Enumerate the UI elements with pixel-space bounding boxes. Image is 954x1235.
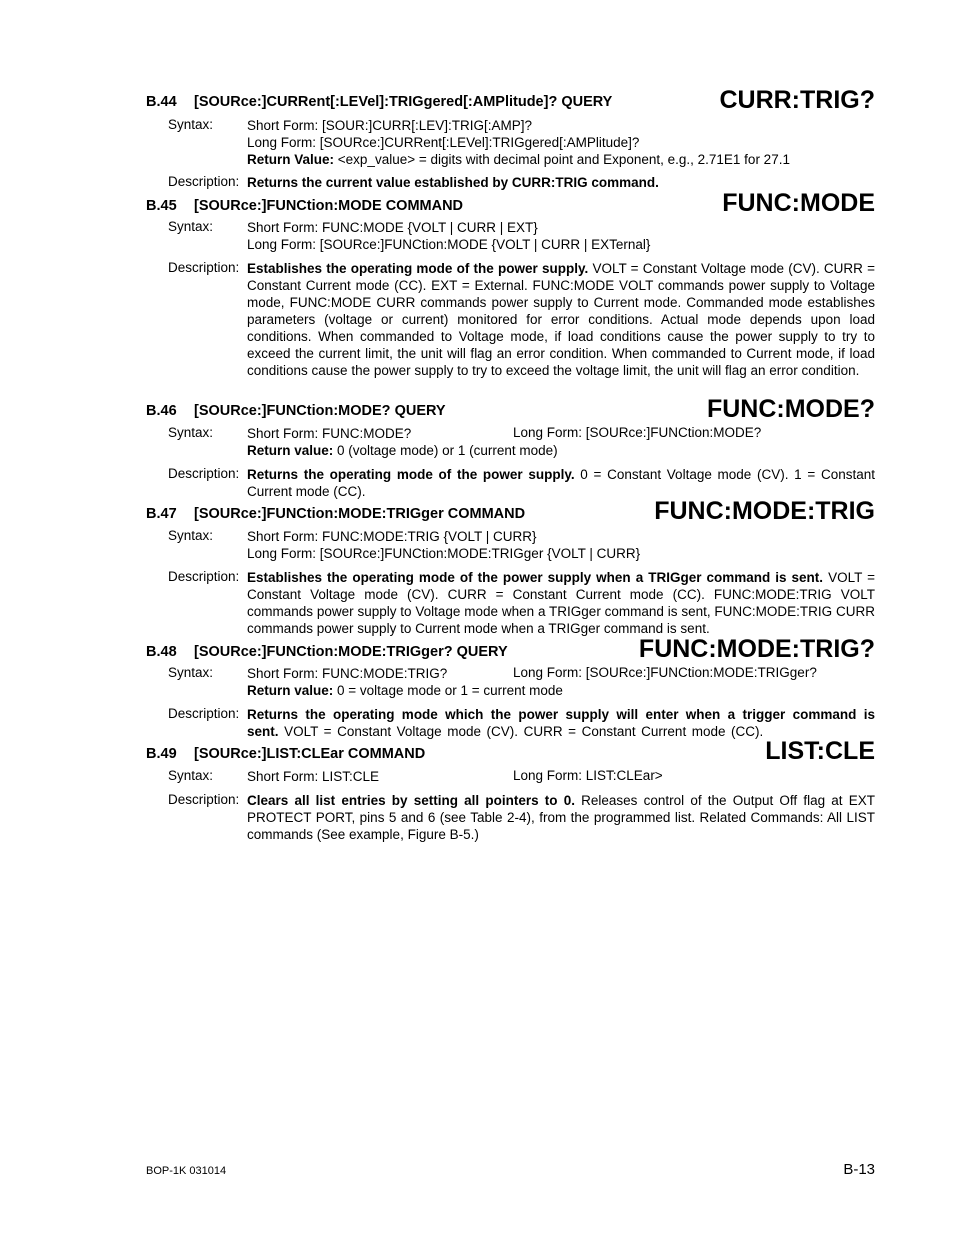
description: Returns the operating mode of the power supply. 0 = Constant Voltage mode (CV). 1 = Constant Current mode (CC). xyxy=(247,467,875,499)
return-value: Return value: 0 (voltage mode) or 1 (current mode) xyxy=(247,443,558,458)
section-b48-title: B.48 [SOURce:]FUNCtion:MODE:TRIGger? QUERY xyxy=(146,644,508,660)
long-form: Long Form: [SOURce:]FUNCtion:MODE? xyxy=(513,425,762,440)
long-form: Long Form: LIST:CLEar> xyxy=(513,768,663,783)
page-number: B-13 xyxy=(843,1161,875,1178)
long-form: Long Form: [SOURce:]FUNCtion:MODE:TRIGger {VOLT | CURR} xyxy=(247,546,641,561)
description: Establishes the operating mode of the power supply when a TRIGger command is sent. VOLT = Constant Voltage mode (CV). CURR = Constant Current mode (CC). FUNC:MODE:TRIG VOLT commands power supply to Voltage mode when a TRIGger command is sent, FUNC:MODE:TRIG CURR commands power supply to Current mode when a TRIGger command is sent. xyxy=(247,570,875,636)
short-form: Short Form: FUNC:MODE:TRIG? xyxy=(247,666,448,681)
short-form: Short Form: FUNC:MODE {VOLT | CURR | EXT} xyxy=(247,220,538,235)
long-form: Long Form: [SOURce:]FUNCtion:MODE:TRIGger? xyxy=(513,665,817,680)
description-label: Description: xyxy=(168,569,240,584)
syntax-label: Syntax: xyxy=(168,117,214,132)
description: Establishes the operating mode of the power supply. VOLT = Constant Voltage mode (CV). CURR = Constant Current mode (CC). EXT = External. FUNC:MODE VOLT commands power supply to Voltage mode, FUNC:MODE CURR commands power supply to Current mode. Commanded mode establishes parameters (voltage or current) monitored for error conditions. Actual mode depends upon load conditions. When commanded to Voltage mode, if load conditions cause the power supply to try to exceed the current limit, the unit will flag an error condition. When commanded to Current mode, if load conditions cause the power supply to try to exceed the voltage limit, the unit will flag an error condition. xyxy=(247,261,875,378)
syntax-label: Syntax: xyxy=(168,425,214,440)
section-b44-command: CURR:TRIG? xyxy=(719,86,875,114)
section-b46-command: FUNC:MODE? xyxy=(706,395,875,423)
section-b44-title: B.44 [SOURce:]CURRent[:LEVel]:TRIGgered[:AMPlitude]? QUERY xyxy=(146,94,613,110)
syntax-label: Syntax: xyxy=(168,665,214,680)
description-label: Description: xyxy=(168,260,240,275)
return-value: Return value: 0 = voltage mode or 1 = current mode xyxy=(247,683,563,698)
description: Clears all list entries by setting all pointers to 0. Releases control of the Output Off flag at EXT PROTECT PORT, pins 5 and 6 (see Table 2-4), from the programmed list. Related Commands: All LIST commands (See example, Figure B-5.) xyxy=(247,793,875,842)
syntax-label: Syntax: xyxy=(168,768,214,783)
section-b47-title: B.47 [SOURce:]FUNCtion:MODE:TRIGger COMMAND xyxy=(146,506,526,522)
long-form: Long Form: [SOURce:]FUNCtion:MODE {VOLT | CURR | EXTernal} xyxy=(247,237,651,252)
section-b46-title: B.46 [SOURce:]FUNCtion:MODE? QUERY xyxy=(146,403,446,419)
syntax-label: Syntax: xyxy=(168,528,214,543)
short-form: Short Form: FUNC:MODE:TRIG {VOLT | CURR} xyxy=(247,529,537,544)
short-form: Short Form: LIST:CLE xyxy=(247,769,380,784)
description-label: Description: xyxy=(168,174,240,189)
section-b45-title: B.45 [SOURce:]FUNCtion:MODE COMMAND xyxy=(146,198,464,214)
description-label: Description: xyxy=(168,792,240,807)
description: Returns the current value established by CURR:TRIG command. xyxy=(247,175,659,190)
short-form: Short Form: FUNC:MODE? xyxy=(247,426,412,441)
long-form: Long Form: [SOURce:]CURRent[:LEVel]:TRIGgered[:AMPlitude]? xyxy=(247,135,640,150)
section-b49-command: LIST:CLE xyxy=(765,737,875,765)
description-label: Description: xyxy=(168,466,240,481)
section-b48-command: FUNC:MODE:TRIG? xyxy=(638,635,875,663)
description-label: Description: xyxy=(168,706,240,721)
section-b45-command: FUNC:MODE xyxy=(722,189,875,217)
short-form: Short Form: [SOUR:]CURR[:LEV]:TRIG[:AMP]? xyxy=(247,118,533,133)
section-b49-title: B.49 [SOURce:]LIST:CLEar COMMAND xyxy=(146,746,426,762)
description: Returns the operating mode which the power supply will enter when a trigger command is sent. VOLT = Constant Voltage mode (CV). CURR = Constant Current mode (CC). xyxy=(247,707,875,739)
return-value: Return Value: <exp_value> = digits with decimal point and Exponent, e.g., 2.71E1 for 27.1 xyxy=(247,152,790,167)
section-b47-command: FUNC:MODE:TRIG xyxy=(654,497,875,525)
syntax-label: Syntax: xyxy=(168,219,214,234)
footer-doc-id: BOP-1K 031014 xyxy=(146,1165,227,1177)
